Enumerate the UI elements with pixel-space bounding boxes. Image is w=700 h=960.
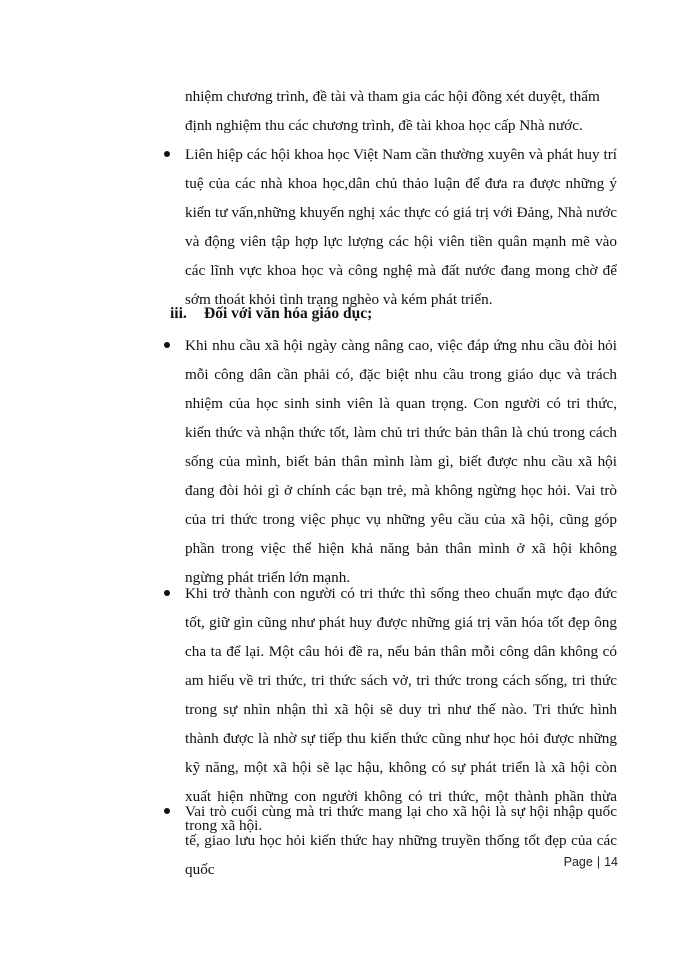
section-heading bbox=[170, 302, 372, 326]
bullet-icon bbox=[164, 808, 170, 814]
bullet-item bbox=[185, 331, 617, 592]
bullet-text: Liên hiệp các hội khoa học Việt Nam cần thường xuyên và phát huy trí tuệ của các nhà khoa học,dân chủ thảo luận để đưa ra được những ý kiến tư vấn,những khuyến nghị xác thực có giá trị với Đảng, Nhà nước và động viên tập hợp lực lượng các hội viên tiền quân mạnh mẽ vào các lĩnh vực khoa học và công nghệ mà đất nước đang mong chờ để sớm thoát khỏi tình trạng nghèo và kém phát triển. bbox=[185, 146, 617, 308]
bullet-text: Khi nhu cầu xã hội ngày càng nâng cao, việc đáp ứng nhu cầu đòi hỏi mỗi công dân cần phải có, đặc biệt nhu cầu trong giáo dục và trách nhiệm của học sinh sinh viên là quan trọng. Con người có tri thức, kiến thức và nhận thức tốt, làm chủ tri thức bản thân là chủ trong cách sống của mình, biết bản thân mình làm gì, biết được nhu cầu xã hội đang đòi hỏi gì ở chính các bạn trẻ, mà không ngừng học hỏi. Vai trò của tri thức trong việc phục vụ những yêu cầu của xã hội, cũng góp phần trong việc thể hiện khả năng bản thân mình ở xã hội không ngừng phát triển lớn mạnh. bbox=[185, 337, 617, 586]
bullet-text: Vai trò cuối cùng mà tri thức mang lại cho xã hội là sự hội nhập quốc tế, giao lưu học hỏi kiến thức hay những truyền thống tốt đẹp của các quốc bbox=[185, 803, 617, 878]
section-number: iii. bbox=[170, 305, 187, 322]
page-number: 14 bbox=[604, 855, 618, 869]
page-label: Page bbox=[563, 855, 593, 869]
bullet-icon bbox=[164, 342, 170, 348]
bullet-item bbox=[185, 797, 617, 884]
continuation-line: nhiệm chương trình, đề tài và tham gia các hội đồng xét duyệt, thẩm bbox=[185, 88, 600, 105]
bullet-icon bbox=[164, 590, 170, 596]
continuation-paragraph bbox=[185, 82, 615, 140]
bullet-item bbox=[185, 140, 617, 314]
section-title: Đối với văn hóa giáo dục; bbox=[204, 305, 373, 322]
continuation-line: định nghiệm thu các chương trình, đề tài khoa học cấp Nhà nước. bbox=[185, 117, 583, 134]
page-footer bbox=[564, 855, 618, 869]
bullet-text: Khi trở thành con người có tri thức thì sống theo chuẩn mực đạo đức tốt, giữ gìn cũng như phát huy được những giá trị văn hóa tốt đẹp ông cha ta để lại. Một câu hỏi đề ra, nếu bản thân mỗi công dân không có am hiểu về tri thức, tri thức sách vở, tri thức trong cách sống, tri thức trong sự nhìn nhận thì xã hội sẽ duy trì như thế nào. Tri thức hình thành được là nhờ sự tiếp thu kiến thức cũng như học hỏi được những kỹ năng, một xã hội sẽ lạc hậu, không có sự phát triển là xã hội còn xuất hiện những con người không có tri thức, một thành phần thừa trong xã hội. bbox=[185, 585, 617, 834]
bullet-icon bbox=[164, 151, 170, 157]
page-separator: | bbox=[596, 855, 601, 869]
